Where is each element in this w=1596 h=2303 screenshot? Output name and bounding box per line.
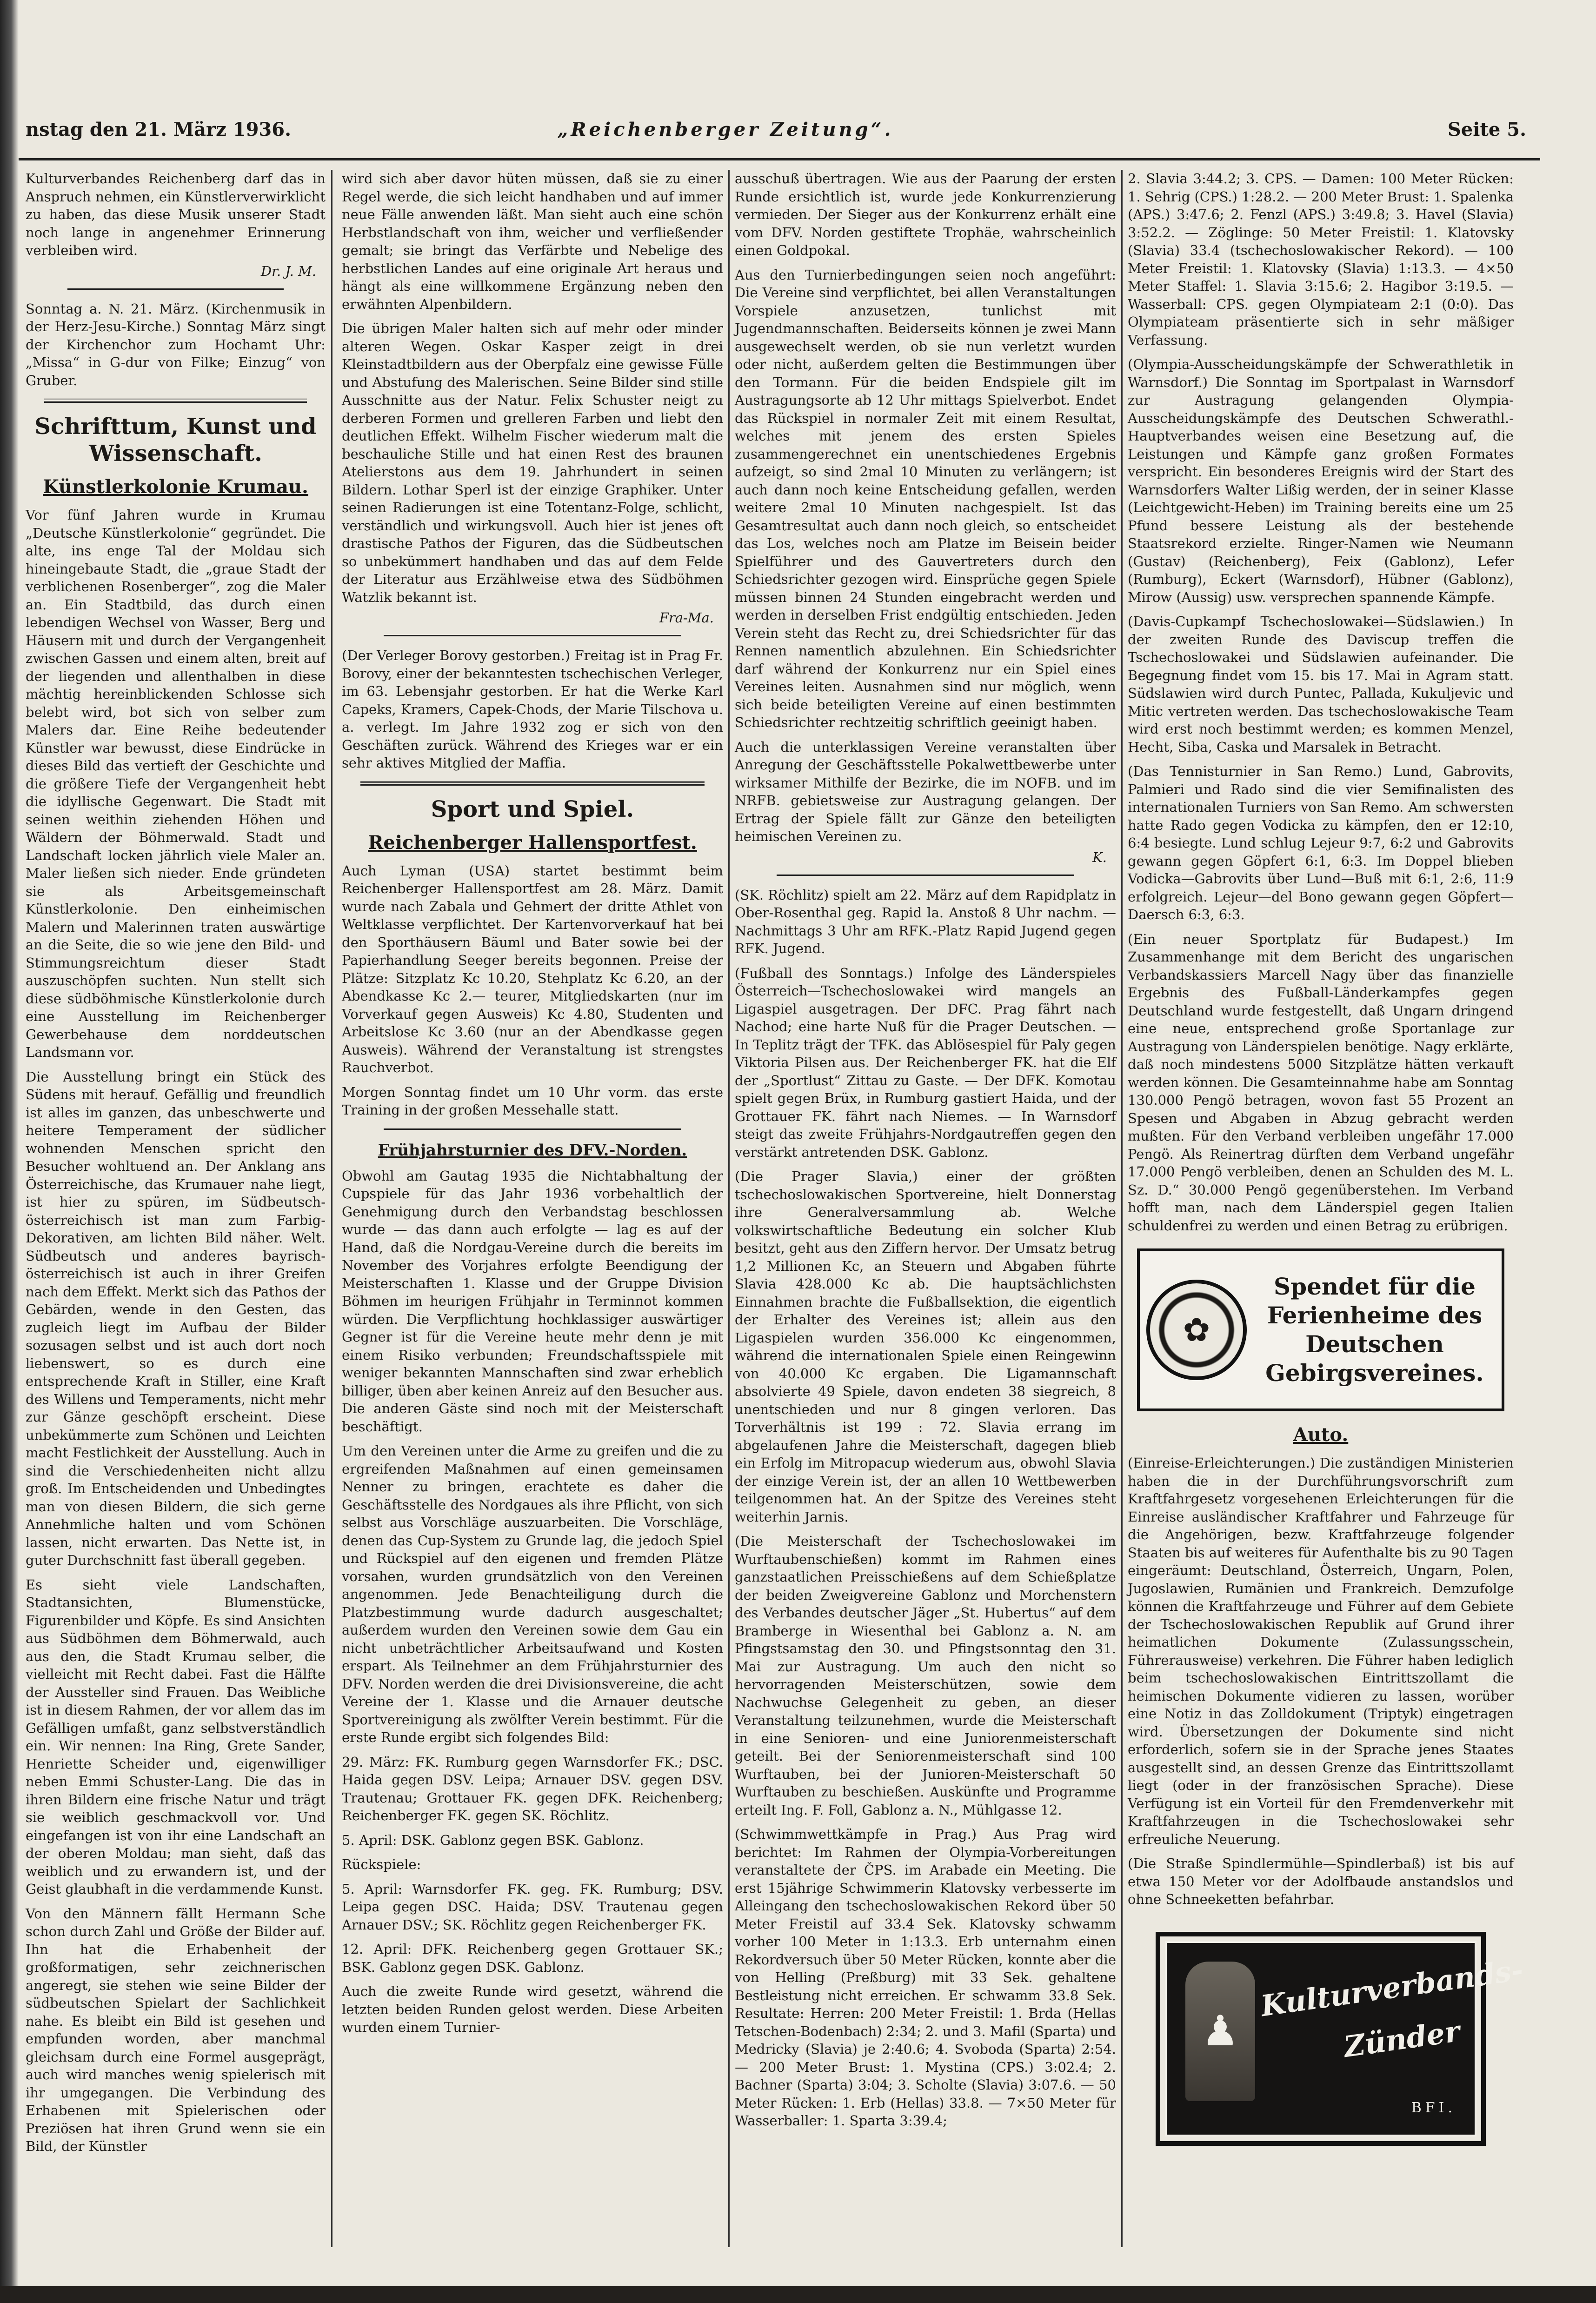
section-separator xyxy=(44,399,307,403)
intro-paragraph: Kulturverbandes Reichenberg darf das in Anspruch nehmen, ein Künstlerverwirklicht zu haben, das diese Musik unserer Stadt noch lange in angenehmer Erinnerung verbleiben wird. xyxy=(26,171,326,258)
article-paragraph: Auch Lyman (USA) startet bestimmt beim Reichenberger Hallensportfest am 28. März. Damit wurde nach Zabala und Gehmert der dritte Athlet von Weltklasse verpflichtet. Der Kartenvorverkauf hat bei den Sporthäusern Bäuml und Bater sowie bei der Papierhandlung Seeger bereits begonnen. Preise der Plätze: Sitzplatz Kc 10.20, Stehplatz Kc 6.20, an der Abendkasse Kc 2.— teurer, Mitgliedskarten (nur im Vorverkauf gegen Ausweis) Kc 4.80, Studenten und Arbeitslose Kc 3.60 (nur an der Abendkasse gegen Ausweis). Während der Veranstaltung ist strengstes Rauchverbot. xyxy=(342,862,723,1075)
obituary-notice: (Der Verleger Borovy gestorben.) Freitag ist in Prag Fr. Borovy, einer der bekanntesten tschechischen Verleger, im 63. Lebensjahr gestorben. Er hat die Werke Karl Capeks, Kramers, Capek-Chods, der Marie Tilschova u. a. verlegt. Im Jahre 1932 zog er sich von den Geschäften zurück. Während des Krieges war er ein sehr aktives Mitglied der Maffia. xyxy=(342,648,723,771)
advertisement-panel xyxy=(1165,1941,1525,2136)
article-paragraph: ausschuß übertragen. Wie aus der Paarung der ersten Runde ersichtlich ist, wurde jede Konkurrenzierung vermieden. Der Sieger aus der Konkurrenz erhält eine vom DFV. Norden gestiftete Trophäe, wahrscheinlich einen Goldpokal. xyxy=(735,171,1116,258)
news-item: (Schwimmwettkämpfe in Prag.) Aus Prag wird berichtet: Im Rahmen der Olympia-Vorbereitungen veranstaltete der ČPS. im Arabade ein Meeting. Die erst 15jährige Schwimmerin Klatovsky verbesserte im Alleingang den tschechoslowakischen Rekord über 50 Meter Freistil auf 33.4 Sek. Klatovsky schwamm vorher 100 Meter in 1:13.3. Erb unternahm einen Rekordversuch über 50 Meter Rücken, konnte aber die von Helling (Preßburg) mit 33 Sek. gehaltene Bestleistung nicht erreichen. Er schwamm 33.8 Sek. Resultate: Herren: 200 Meter Freistil: 1. Brda (Hellas Tetschen-Bodenbach) 2:34; 2. und 3. Mafil (Sparta) und Medricky (Slavia) je 2:40.6; 4. Svoboda (Sparta) 2:54. — 200 Meter Brust: 1. Mystina (CPS.) 3:02.4; 2. Bachner (Sparta) 3:04; 3. Scholte (Slavia) 3:07.6. — 50 Meter Rücken: 1. Erb (Hellas) 33.8. — 7×50 Meter für Wasserballer: 1. Sparta 3:39.4; xyxy=(735,1826,1116,2129)
article-headline-fruehjahrsturnier: Frühjahrsturnier des DFV.-Norden. xyxy=(378,1141,687,1160)
advertisement-kulturverband-matches xyxy=(1156,1932,1525,2146)
section-separator xyxy=(360,781,705,786)
article-paragraph: Aus den Turnierbedingungen seien noch angeführt: Die Vereine sind verpflichtet, bei allen Veranstaltungen Vorspiele anzusetzen, tunlichst mit Jugendmannschaften. Beiderseits können je zwei Mann ausgewechselt werden, ob sie nun verletzt wurden oder nicht, außerdem gelten die Bestimmungen über den Tormann. Für die beiden Endspiele gilt im Austragungsorte ab 12 Uhr mittags Spielverbot. Endet das Rückspiel in normaler Zeit mit einem Resultat, welches mit jenem des ersten Spieles zusammengerechnet ein unentschiedenes Ergebnis aufzeigt, so sind 2mal 10 Minuten zu verlängern; ist auch dann noch keine Entscheidung gefallen, werden weitere 2mal 10 Minuten nachgespielt. Ist das Gesamtresultat auch dann noch gleich, so entscheidet das Los, welches noch am Platze im Beisein beider Spielführer und des Gauvertreters durch den Schiedsrichter gezogen wird. Einsprüche gegen Spiele müssen binnen 24 Stunden eingebracht werden und werden in derselben Frist endgültig entschieden. Jeden Verein steht das Recht zu, drei Schiedsrichter für das Rennen namentlich abzulehnen. Ein Schiedsrichter darf während der Konkurrenz nur ein Spiel eines Vereines leiten. Ausnahmen sind nur möglich, wenn sich beide beteiligten Vereine auf einen bestimmten Schiedsrichter rechtzeitig schriftlich geeinigt haben. xyxy=(735,267,1116,730)
author-signature: Fra-Ma. xyxy=(659,610,714,626)
separator xyxy=(67,288,284,290)
article-headline-hallensportfest: Reichenberger Hallensportfest. xyxy=(368,831,697,854)
advertisement-gebirgsverein xyxy=(1137,1248,1504,1411)
author-signature: Dr. J. M. xyxy=(260,263,316,279)
column-divider xyxy=(728,170,730,2247)
news-item: (Einreise-Erleichterungen.) Die zuständigen Ministerien haben die in der Durchführungsvorschrift zum Kraftfahrgesetz vorgesehenen Erleichterungen für die Einreise ausländischer Kraftfahrer und Fahrzeuge für die Angehörigen, bezw. Kraftfahrzeuge folgender Staaten bis auf weiteres für Aufenthalte bis zu 90 Tagen eingeräumt: Deutschland, Österreich, Ungarn, Polen, Jugoslawien, Rumänien und Frankreich. Demzufolge können die Kraftfahrzeuge und Führer auf dem Gebiete der Tschechoslowakischen Republik auf Grund ihrer heimatlichen Dokumente (Zulassungsschein, Führerausweise) verkehren. Die Führer haben lediglich beim tschechoslowakischen Eintrittszollamt die heimischen Dokumente vidieren zu lassen, worüber eine Notiz in das Zolldokument (Triptyk) eingetragen wird. Übersetzungen der Dokumente sind nicht erforderlich, sofern sie in der Sprache jenes Staates ausgestellt sind, an dessen Grenze das Eintrittszollamt liegt (oder in der französischen Sprache). Diese Verfügung ist ein Vorteil für den Fremdenverkehr mit Kraftfahrzeugen in die Tschechoslowakei sehr erfreuliche Neuerung. xyxy=(1128,1455,1514,1847)
section-heading-auto: Auto. xyxy=(1293,1424,1349,1446)
column-divider xyxy=(1121,170,1123,2247)
news-item: (Ein neuer Sportplatz für Budapest.) Im Zusammenhange mit dem Bericht des ungarischen Verbandskassiers Marcell Nagy über das finanzielle Ergebnis des Fußball-Länderkampfes gegen Deutschland wurde festgestellt, daß Ungarn dringend eine neue, entsprechend große Sportanlage zur Austragung von Länderspielen benötige. Nagy erklärte, daß noch mindestens 5000 Sitzplätze hätten verkauft werden können. Die Gesamteinnahme habe am Sonntag 130.000 Pengö betragen, wovon fast 55 Prozent an Spesen und Abgaben in Abzug gebracht werden mußten. Für den Verband verbleiben ungefähr 17.000 Pengö. Als Reinertrag dürften dem Verband ungefähr 17.000 Pengö verbleiben, denen an Schulden des M. L. Sz. D.“ 30.000 Pengö gegenüberstehen. Im Verband hofft man, nach dem Länderspiel gegen Italien schuldenfrei zu werden und einen Betrag zu erübrigen. xyxy=(1128,931,1514,1234)
article-paragraph: Auch die zweite Runde wird gesetzt, während die letzten beiden Runden gelost werden. Diese Arbeiten wurden einem Turnier- xyxy=(342,1983,723,2035)
news-item: (Die Straße Spindlermühle—Spindlerbaß) ist bis auf etwa 150 Meter vor der Adolfbaude anstandslos und ohne Schneeketten befahrbar. xyxy=(1128,1856,1514,1907)
column-3 xyxy=(735,170,1116,2261)
news-item: (SK. Röchlitz) spielt am 22. März auf dem Rapidplatz in Ober-Rosenthal geg. Rapid la. Anstoß 8 Uhr nachm. — Nachmittags 3 Uhr am RFK.-Platz Rapid Jugend gegen RFK. Jugend. xyxy=(735,887,1117,956)
article-paragraph: Morgen Sonntag findet um 10 Uhr vorm. das erste Training in der großen Messehalle statt. xyxy=(342,1084,723,1118)
news-item: (Olympia-Ausscheidungskämpfe der Schwerathletik in Warnsdorf.) Die Sonntag im Sportpalast in Warnsdorf zur Austragung gelangenden Olympia-Ausscheidungskämpfe des Deutschen Schwerathl.-Hauptverbandes weisen eine Besetzung auf, die Leistungen und Kämpfe ganz großen Formates verspricht. Ein besonderes Ereignis wird der Start des Warnsdorfers Walter Lißig werden, der in seiner Klasse (Leichtgewicht-Heben) im Training bereits eine um 25 Pfund bessere Leistung als der bestehende Staatsrekord erzielte. Ringer-Namen wie Neumann (Gustav) (Reichenberg), Feix (Gablonz), Lefer (Rumburg), Eckert (Warnsdorf), Hübner (Gablonz), Mirow (Aussig) usw. versprechen spannende Kämpfe. xyxy=(1128,356,1514,605)
fixture-subheading: Rückspiele: xyxy=(342,1856,421,1872)
section-heading-sport: Sport und Spiel. xyxy=(431,796,634,822)
binding-edge xyxy=(0,0,19,2303)
scan-bottom-edge xyxy=(0,2286,1596,2303)
news-item: (Die Prager Slavia,) einer der größten tschechoslowakischen Sportvereine, hielt Donnerstag ihre Generalversammlung ab. Welche volkswirtschaftliche Bedeutung ein solcher Klub besitzt, geht aus den Ziffern hervor. Der Umsatz betrug 1,2 Millionen Kc, an Steuern und Abgaben führte Slavia 428.000 Kc ab. Die hauptsächlichsten Einnahmen brachte die Fußballsektion, die eigentlich der Erhalter des Vereines ist; allein aus den Ligaspielen wurden 356.000 Kc eingenommen, während die internationalen Spiele einen Reingewinn von 40.000 Kc ergaben. Die Ligamannschaft absolvierte 49 Spiele, davon endeten 38 siegreich, 8 unentschieden und nur 8 gingen verloren. Das Torverhältnis ist 199 : 72. Slavia errang im abgelaufenen Jahre die Meisterschaft, dagegen blieb ein Erfolg im Mitropacup wiederum aus, obwohl Slavia der einzige Verein ist, der an allen 10 Wettbewerben teilgenommen hat. An der Spitze des Vereines steht weiterhin Jarnis. xyxy=(735,1168,1116,1525)
separator xyxy=(777,874,1074,876)
article-paragraph: Vor fünf Jahren wurde in Krumau „Deutsche Künstlerkolonie“ gegründet. Die alte, ins enge Tal der Moldau sich hineingebaute Stadt, die „graue Stadt der verblichenen Rosenberger“, zog die Maler an. Ein Stadtbild, das durch einen lebendigen Wechsel von Wasser, Berg und Häusern mit und durch der Vergangenheit zwischen Gassen und einem alten, breit auf der liegenden und allenthalben in diese mächtig hereinblickenden Schlosse sich belebt wird, bot sich von selber zum Malers dar. Eine Reihe bedeutender Künstler war bewusst, diese Eindrücke in dieses Bild das vertieft der Geschichte und die größere Tiefe der Vergangenheit hebt die idyllische Gegenwart. Die Stadt mit seinen weithin ziehenden Höhen und Wäldern der Böhmerwald. Stadt und Landschaft locken jährlich viele Maler an. Maler ließen sich nieder. Ende gründeten sie als Arbeitsgemeinschaft Künstlerkolonie. Den einheimischen Malern und Malerinnen traten auswärtige an die Seite, die so wie jene den Bild- und Stimmungsreichtum dieser Stadt auszuschöpfen suchten. Nun stellt sich diese südböhmische Künstlerkolonie durch eine Ausstellung im Reichenberger Gewerbehause dem norddeutschen Landsmann vor. xyxy=(26,507,326,1060)
section-heading-culture: Schrifttum, Kunst und Wissenschaft. xyxy=(34,414,317,467)
page-number: Seite 5. xyxy=(1447,119,1526,140)
news-item: (Das Tennisturnier in San Remo.) Lund, Gabrovits, Palmieri und Rado sind die vier Semifinalisten des internationalen Turniers von San Remo. Am schwersten hatte Rado gegen Vodicka zu kämpfen, den er 12:10, 6:4 besiegte. Lund schlug Lejeur 9:7, 6:2 und Gabrovits gewann gegen Göpfert 6:1, 6:3. Im Doppel blieben Vodicka—Gabrovits über Lund—Buß mit 6:1, 2:6, 11:9 erfolgreich. Lejeur—del Bono gewann gegen Göpfert—Daersch 6:3, 6:3. xyxy=(1128,763,1514,922)
article-paragraph: Um den Vereinen unter die Arme zu greifen und die zu ergreifenden Maßnahmen auf einen gemeinsamen Nenner zu bringen, erachtete es daher die Geschäftsstelle des Nordgaues als ihre Pflicht, von sich selbst aus Vorschläge auszuarbeiten. Die Vorschläge, denen das Cup-System zu Grunde lag, die jedoch Spiel und Rückspiel auf den eigenen und fremden Plätze vorsahen, wurden grundsätzlich von den Vereinen angenommen. Jede Benachteiligung durch die Platzbestimmung wurde dadurch ausgeschaltet; außerdem wurden den Vereinen sowie dem Gau ein nicht unbeträchtlicher Arbeitsaufwand und Kosten erspart. Als Teilnehmer an dem Frühjahrsturnier des DFV. Norden werden die drei Divisionsvereine, die acht Vereine der 1. Klasse und die Arnauer deutsche Sportvereinigung als zwölfter Verein bestimmt. Für die erste Runde ergibt sich folgendes Bild: xyxy=(342,1443,723,1745)
header-date: nstag den 21. März 1936. xyxy=(26,119,291,140)
article-paragraph: Die Ausstellung bringt ein Stück des Südens mit herauf. Gefällig und freundlich ist alles im ganzen, das unbeschwerte und heitere Temperament der südlicher wohnenden Menschen spricht den Besucher wohltuend an. Der Anklang ans Österreichische, das Krumauer nahe liegt, ist hier zu spüren, im Südbeutsch-österreichisch ist man zum Farbig-Dekorativen, am lichten Bild näher. Welt. Südbeutsch und anderes bayrisch-österreichisch ist auch in ihrer Greifen nach dem Effekt. Merkt sich das Pathos der Gebärden, wende in den Gesten, das zugleich liegt im Aufbau der Bilder sozusagen selbst und ist auch dort noch liebenswert, so es durch eine entsprechende Kraft in Stiller, eine Kraft des Willens und Temperaments, nicht mehr zur Gänze geschöpft erscheint. Diese unbekümmerte zum Schönen und Leichten macht Festlichkeit der Ausstellung. Auch in sind die Verschiedenheiten nicht allzu groß. Im Entscheidenden und Unbedingtes man von diesen Bildern, die sich gerne Annehmliche halten und vom Schönen lassen, nicht erwarten. Das Nette ist, in guter Durchschnitt fast überall gegeben. xyxy=(26,1068,326,1568)
column-divider xyxy=(331,170,332,2247)
news-item: (Davis-Cupkampf Tschechoslowakei—Südslawien.) In der zweiten Runde des Daviscup treffen die Tschechoslowakei und Südslawien aufeinander. Die Begegnung findet vom 15. bis 17. Mai in Agram statt. Südslawien wird durch Puntec, Pallada, Kukuljevic und Mitic vertreten werden. Das tschechoslowakische Team wird erst noch bestimmt werden; es kommen Menzel, Hecht, Siba, Caska und Marsalek in Betracht. xyxy=(1128,614,1514,755)
church-notice: Sonntag a. N. 21. März. (Kirchenmusik in der Herz-Jesu-Kirche.) Sonntag März singt der Kirchenchor zum Hochamt Uhr: „Missa“ in G-dur von Filke; Einzug“ von Gruber. xyxy=(26,300,326,388)
article-headline-krumau: Künstlerkolonie Krumau. xyxy=(43,476,308,498)
header-rule xyxy=(19,158,1540,160)
news-item: (Fußball des Sonntags.) Infolge des Länderspieles Österreich—Tschechoslowakei wird mangels an Ligaspiel ausgetragen. Der DFC. Prag fährt nach Nachod; eine harte Nuß für die Prager Deutschen. — In Teplitz trägt der TFK. das Ablösespiel für Paly gegen Viktoria Pilsen aus. Der Reichenberger FK. hat die Elf der „Sportlust“ Zittau zu Gaste. — Der DFK. Komotau spielt gegen Brüx, in Rumburg gastiert Haida, und der Grottauer FK. fährt nach Niemes. — In Warnsdorf steigt das zweite Frühjahrs-Nordgautreffen gegen den verstärkt antretenden DSK. Gablonz. xyxy=(735,965,1116,1160)
advertisement-text: Spendet für die Ferienheime des Deutschen Gebirgsvereines. xyxy=(1265,1273,1484,1387)
column-1 xyxy=(26,170,326,2261)
article-paragraph: Von den Männern fällt Hermann Sche schon durch Zahl und Größe der Bilder auf. Ihn hat die Erhabenheit der großformatigen, sehr zeichnerischen angeregt, sie stehen wie seine Bilder der südbeutschen Spielart der Sachlichkeit nahe. Es bleibt ein Bild ist gesehen und empfunden worden, aber manchmal gleichsam durch eine Formel ausgeprägt, auch wird manches wenig spielerisch mit ihr umgegangen. Die Verbindung des Erhabenen mit Spielerischen oder Preziösen hat ihren Grund wenn sie ein Bild, der Künstler xyxy=(26,1905,326,2154)
news-item: (Die Meisterschaft der Tschechoslowakei im Wurftaubenschießen) kommt im Rahmen eines ganzstaatlichen Preisschießens auf dem Schießplatze der beiden Zweigvereine Gablonz und Morchenstern des Verbandes deutscher Jäger „St. Hubertus“ auf dem Bramberge in Wiesenthal bei Gablonz a. N. am Pfingstsamstag den 30. und Pfingstsonntag den 31. Mai zur Austragung. Um auch den nicht so hervorragenden Meisterschützen, sowie dem Nachwuchse Gelegenheit zu geben, an dieser Veranstaltung teilzunehmen, wurde die Meisterschaft in eine Senioren- und eine Juniorenmeisterschaft geteilt. Bei der Seniorenmeisterschaft sind 100 Wurftauben, bei der Junioren-Meisterschaft 50 Wurftauben zu beschießen. Auskünfte und Programme erteilt Ing. F. Foll, Gablonz a. N., Mühlgasse 12. xyxy=(735,1533,1116,1818)
article-paragraph: Die übrigen Maler halten sich auf mehr oder minder alteren Wegen. Oskar Kasper zeigt in drei Kleinstadtbildern aus der Oberpfalz eine gewisse Fülle und Abstufung des Malerischen. Seine Bilder sind stille Ausschnitte aus der Natur. Felix Schuster neigt zu derberen Formen und grelleren Farben und liebt den deutlichen Effekt. Wilhelm Fischer wiederum malt die beschauliche Stille und hat einen Rest des braunen Atelierstons aus dem 19. Jahrhundert in seinen Bildern. Lothar Sperl ist der einzige Graphiker. Unter seinen Radierungen ist eine Totentanz-Folge, schlicht, verständlich und wirkungsvoll. Auch hier ist jenes oft drastische Pathos der Figuren, das die Südbeutschen so unbekümmert handhaben und das auf dem Felde der Literatur aus Erzählweise etwa des Südböhmen Watzlik bekannt ist. xyxy=(342,320,723,605)
separator xyxy=(384,635,681,636)
figure-illustration-icon: ♟ xyxy=(1185,1962,1255,2101)
edelweiss-emblem-icon: ✿ xyxy=(1146,1280,1247,1380)
advertisement-line: Kulturverbands- xyxy=(1258,1952,1525,2023)
author-signature: K. xyxy=(1092,849,1107,865)
column-2 xyxy=(342,170,723,2261)
advertisement-line: Zünder xyxy=(1342,2014,1462,2064)
advertisement-mark: BFI. xyxy=(1411,2099,1456,2116)
news-item: 2. Slavia 3:44.2; 3. CPS. — Damen: 100 Meter Rücken: 1. Sehrig (CPS.) 1:28.2. — 200 Meter Brust: 1. Spalenka (APS.) 3:47.6; 2. Fenzl (APS.) 3:49.8; 3. Havel (Slavia) 3:52.2. — Zöglinge: 50 Meter Freistil: 1. Klatovsky (Slavia) 33.4 (tschechoslowakischer Rekord). — 100 Meter Freistil: 1. Klatovsky (Slavia) 1:13.3. — 4×50 Meter Staffel: 1. Slavia 3:15.6; 2. Hagibor 3:19.5. — Wasserball: CPS. gegen Olympiateam 2:1 (0:0). Das Olympiateam präsentierte sich in sehr mäßiger Verfassung. xyxy=(1128,171,1514,348)
fixture-list: 5. April: DSK. Gablonz gegen BSK. Gablonz. xyxy=(342,1832,644,1848)
separator xyxy=(384,1128,681,1130)
article-paragraph: Obwohl am Gautag 1935 die Nichtabhaltung der Cupspiele für das Jahr 1936 vorbehaltlich der Genehmigung durch den Verbandstag beschlossen wurde — das dann auch erfolgte — lag es auf der Hand, daß die Nordgau-Vereine durch die bereits im November des Vorjahres erfolgte Beendigung der Meisterschaften 1. Klasse und der Gruppe Division Böhmen im heurigen Frühjahr in Terminnot kommen würden. Die Verpflichtung hochklassiger auswärtiger Gegner ist für die Vereine heute mehr denn je mit einem Risiko verbunden; Freundschaftsspiele mit weniger bekannten Mannschaften sind zwar erheblich billiger, üben aber keinen Anreiz auf den Besucher aus. Die anderen Gäste sind noch mit der Meisterschaft beschäftigt. xyxy=(342,1168,723,1435)
fixture-list: 29. März: FK. Rumburg gegen Warnsdorfer FK.; DSC. Haida gegen DSV. Leipa; Arnauer DSV. gegen DSV. Trautenau; Grottauer FK. gegen DFK. Reichenberg; Reichenberger FK. gegen SK. Röchlitz. xyxy=(342,1754,723,1823)
article-paragraph: wird sich aber davor hüten müssen, daß sie zu einer Regel werde, die sich leicht handhaben und auf immer neue Fälle anwenden läßt. Man sieht auch eine schön Herbstlandschaft von ihm, weicher und verfließender gemalt; sie bringt das Verfärbte und Nebelige des herbstlichen Landes auf eine originale Art heraus und hängt als eine willkommene Ergänzung neben den erwähnten Alpenbildern. xyxy=(342,171,723,312)
column-4 xyxy=(1128,170,1525,2261)
masthead-title: „Reichenberger Zeitung“. xyxy=(557,119,894,140)
article-paragraph: Auch die unterklassigen Vereine veranstalten über Anregung der Geschäftsstelle Pokalwettbewerbe unter wirksamer Mithilfe der Bezirke, die im NOFB. und im NRFB. gebietsweise zur Austragung gelangen. Der Ertrag der Spiele fällt zur Gänze den beteiligten heimischen Vereinen zu. xyxy=(735,739,1116,844)
fixture-list: 5. April: Warnsdorfer FK. geg. FK. Rumburg; DSV. Leipa gegen DSC. Haida; DSV. Trautenau gegen Arnauer DSV.; SK. Röchlitz gegen Reichenberger FK. xyxy=(342,1881,723,1933)
article-paragraph: Es sieht viele Landschaften, Stadtansichten, Blumenstücke, Figurenbilder und Köpfe. Es sind Ansichten aus Südböhmen dem Böhmerwald, auch aus den, die Stadt Krumau selber, die vielleicht mit Recht dabei. Fast die Hälfte der Aussteller sind Frauen. Das Weibliche ist in diesem Rahmen, der vor allem das im Gefälligen umfaßt, ganz selbstverständlich ein. Wir nennen: Ina Ring, Grete Sander, Henriette Scheider und, eigenwilliger neben Emmi Schuster-Lang. Die das in ihren Bildern eine frische Natur und trägt sie weiblich geschmackvoll vor. Und eingefangen ist von ihr eine Landschaft an der oberen Moldau; man sieht, daß das weiblich und zu erwandern ist, und der Geist glaubhaft in die verdammende Kunst. xyxy=(26,1576,326,1897)
fixture-list: 12. April: DFK. Reichenberg gegen Grottauer SK.; BSK. Gablonz gegen DSK. Gablonz. xyxy=(342,1941,723,1975)
